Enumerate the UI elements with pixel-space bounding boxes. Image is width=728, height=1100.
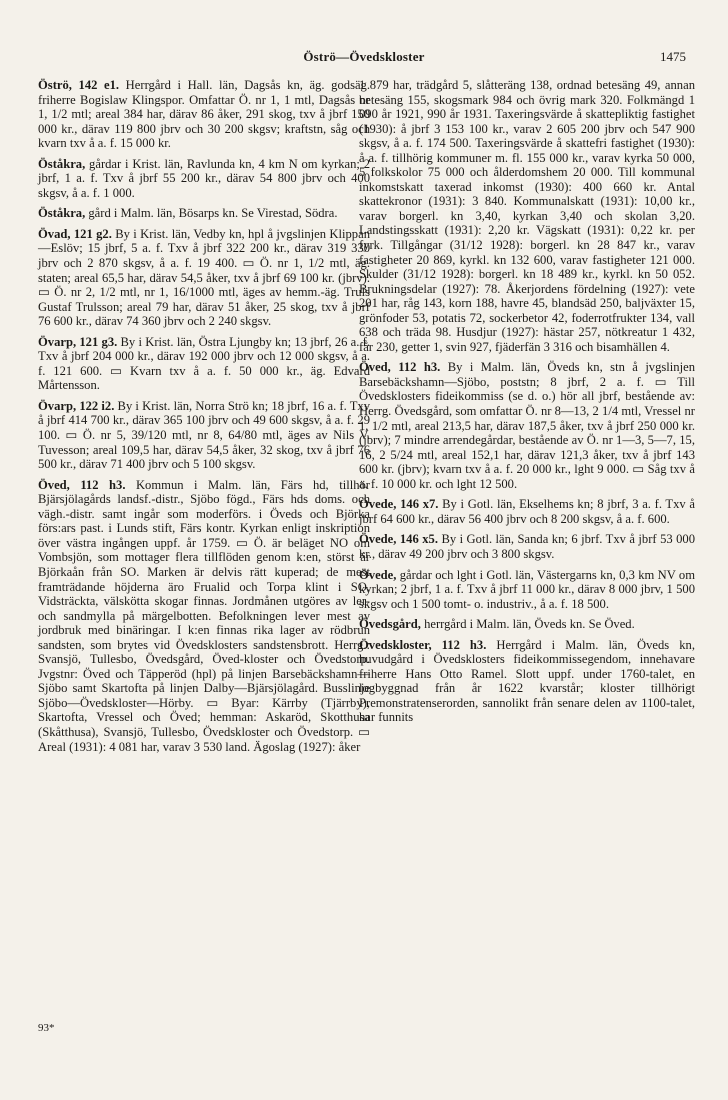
entry-text: gård i Malm. län, Bösarps kn. Se Virestad, Södra. [85, 206, 338, 221]
right-column [359, 78, 695, 731]
entry-headword: Öströ, 142 e1. [38, 78, 120, 92]
entry-headword: Övedskloster, 112 h3. [359, 637, 487, 652]
entry [38, 206, 370, 221]
entry-text: By i Krist. län, Östra Ljungby kn; 13 jbrf, 26 a. f. Txv å jbrf 204 000 kr., därav 192 000 jbrv och 12 000 skgsv, å a. f. 121 600. ▭ Kvarn txv å a. f. 50 000 kr., äg. Edvard Mårtensson. [38, 334, 371, 393]
entry [38, 78, 370, 151]
entry-text: By i Krist. län, Vedby kn, hpl å jvgslinjen Klippan—Eslöv; 15 jbrf, 5 a. f. Txv å jbrf 322 200 kr., därav 319 330 jbrv och 2 870 skgsv, å a. f. 19 400. ▭ Ö. nr 1, 1/2 mtl, äg. staten; areal 65,5 har, därav 54,5 åker, txv å jbrf 69 100 kr. (jbrv). ▭ Ö. nr 2, 1/2 mtl, nr 1, 16/1000 mtl, äges av hemm.-äg. Truls Gustaf Trulsson; areal 79 har, därav 51 åker, 25 skog, txv å jbrf 76 600 kr., därav 74 360 jbrv och 2 240 skgsv. [38, 226, 370, 329]
entry-headword: Öståkra, [38, 156, 86, 171]
entry-text: By i Gotl. län, Ekselhems kn; 8 jbrf, 3 a. f. Txv å jbrf 64 600 kr., därav 56 400 jbrv och 8 200 skgsv, å a. f. 600. [359, 497, 696, 526]
entry [38, 157, 370, 201]
entry [359, 568, 695, 612]
entry-text: By i Malm. län, Öveds kn, stn å jvgslinjen Barsebäckshamn—Sjöbo, poststn; 8 jbrf, 2 a. f. ▭ Till Övedsklosters fideikommiss (se d. o.) hör all jbrf, bestående av: Herrg. Övedsgård, som omfattar Ö. nr 8—13, 2 1/4 mtl, Vressel nr 1, 1/2 mtl, areal 213,5 har, därav 187,5 åker, txv å jbrf 250 000 kr. (jbrv); 7 mindre arrendegårdar, bestående av Ö. nr 1—3, 5—7, 15, 16, 2 5/24 mtl, areal 152,1 har, därav 121,3 åker, txv å jbrf 143 600 kr. (jbrv); kvarn txv å a. f. 20 000 kr., lght 9 000. ▭ Såg txv å a. f. 10 000 kr. och lght 12 500. [359, 360, 695, 491]
entry [359, 497, 695, 526]
entry [359, 617, 695, 632]
entry-text: Herrgård i Malm. län, Öveds kn, huvudgård i Övedsklosters fideikommissegendom, innehavare friherre Hans Otto Ramel. Slott uppf. under 1760-talet, en logbyggnad från år 1622 kvarstår; kloster tillhörigt Premonstratenserorden, sannolikt från senare delen av 1100-talet, har funnits [359, 637, 695, 725]
entry-text: By i Krist. län, Norra Strö kn; 18 jbrf, 16 a. f. Txv å jbrf 414 700 kr., därav 365 100 jbrv och 49 600 skgsv, å a. f. 29 100. ▭ Ö. nr 5, 39/120 mtl, nr 8, 64/80 mtl, äges av Nils V. Tuvesson; areal 109,5 har, därav 54,5 åker, 32 skog, txv å jbrf 76 500 kr., därav 71 400 jbrv och 5 100 skgsv. [38, 398, 370, 472]
entry-headword: Övedsgård, [359, 617, 421, 632]
entry [359, 532, 695, 561]
entry-headword: Övarp, 121 g3. [38, 334, 118, 349]
entry-headword: Övarp, 122 i2. [38, 398, 115, 413]
entry-headword: Övede, [359, 567, 397, 582]
entry-text: Herrgård i Hall. län, Dagsås kn, äg. godsäg. friherre Bogislaw Klingspor. Omfattar Ö. nr 1, 1 mtl, Dagsås nr 1, 1/2 mtl; areal 384 har, därav 86 åker, 291 skog, txv å jbrf 150 000 kr., därav 119 800 jbrv och 30 200 skgsv; kraftstn, såg och kvarn txv å a. f. 15 000 kr. [38, 78, 371, 151]
entry-headword: Öved, 112 h3. [359, 360, 441, 375]
entry-headword: Öståkra, [38, 206, 86, 221]
entry [38, 335, 370, 393]
entry-continuation [359, 78, 695, 354]
entry-text: herrgård i Malm. län, Öveds kn. Se Öved. [420, 617, 635, 632]
entry-text: 1 879 har, trädgård 5, slåtteräng 138, ordnad betesäng 49, annan betesäng 155, skogsmark 984 och övrig mark 320. Folkmängd 1 090 år 1921, 990 år 1931. Taxeringsvärde å skattepliktig fastighet (1930): å jbrf 3 153 100 kr., varav 2 605 200 jbrv och 547 900 skgsv, å a. f. 174 500. Taxeringsvärde å skattefri fastighet (1930): å a. f. tillhörig kommuner m. fl. 155 000 kr., varav kyrka 50 000, 5 folkskolor 75 000 och ålderdomshem 20 000. Till kommunal inkomstskatt taxerad inkomst (1930): 400 660 kr. Antal skattekronor (1931): 3 840. Kommunalskatt (1931): 10,00 kr., varav borgerl. kn 3,40, kyrkan 3,40 och skolan 3,20. Landstingsskatt (1931): 2,20 kr. Vägskatt (1931): 0,22 kr. per fyrk. Tillgångar (31/12 1928): borgerl. kn 28 847 kr., varav fastigheter 20 869, kyrkl. kn 132 600, varav fastigheter 121 000. Skulder (31/12 1928): borgerl. kn 18 489 kr., kyrkl. kn 50 052. Brukningsdelar (1927): 78. Åkerjordens fördelning (1927): vete 201 har, råg 143, korn 188, havre 45, blandsäd 250, baljväxter 15, grönfoder 53, potatis 72, sockerbetor 42, foderrotfrukter 134, vall 638 och träda 98. Husdjur (1927): hästar 257, nötkreatur 1 432, får 230, getter 1, svin 927, fjäderfän 3 316 och bisamhällen 4. [359, 78, 695, 354]
entry [38, 478, 370, 754]
entry-text: By i Gotl. län, Sanda kn; 6 jbrf. Txv å jbrf 53 000 kr., därav 49 200 jbrv och 3 800 skgsv. [359, 532, 696, 561]
left-column [38, 78, 370, 760]
signature-mark: 93* [38, 1022, 55, 1034]
entry-text: gårdar i Krist. län, Ravlunda kn, 4 km N om kyrkan; 2 jbrf, 1 a. f. Txv å jbrf 55 200 kr., därav 54 800 jbrv och 400 skgsv, å a. f. 1 000. [38, 156, 370, 200]
entry [359, 638, 695, 725]
entry [38, 399, 370, 472]
entry-headword: Övad, 121 g2. [38, 226, 112, 241]
entry-headword: Övede, 146 x5. [359, 532, 438, 547]
running-header [0, 49, 728, 69]
running-title: Öströ—Övedskloster [303, 49, 425, 64]
entry [359, 360, 695, 491]
entry-headword: Öved, 112 h3. [38, 477, 126, 492]
entry-text: gårdar och lght i Gotl. län, Västergarns kn, 0,3 km NV om kyrkan; 2 jbrf, 1 a. f. Txv å jbrf 11 000 kr., därav 8 000 jbrv, 1 500 skgsv och 1 500 tomt- o. industriv., å a. f. 18 500. [359, 567, 695, 611]
entry-headword: Övede, 146 x7. [359, 497, 439, 512]
entry [38, 227, 370, 329]
page-number: 1475 [660, 49, 686, 64]
entry-text: Kommun i Malm. län, Färs hd, tillhör Bjärsjölagårds landsf.-distr., Sjöbo fögd., Färs hds doms. och vägh.-distr. samt ingår som moderförs. i Öveds och Björka förs:ars past. i Lunds stift, Färs kontr. Kyrkan enligt inskription över västra ingången uppf. år 1759. ▭ Ö. är beläget NO om Vombsjön, som mottager flera tillflöden genom k:en, störst är Björkaån från SO. Marken är delvis rätt kuperad; de mest framträdande höjderna äro Frualid och Torpa klint i SO. Vidsträckta, välskötta skogar finnas. Jordmånen utgöres av ler- och sandmylla på märgelbotten. Befolkningen lever mest av jordbruk med binäringar. I k:en finnas rika lager av rödbrun sandsten, som brytes vid Övedsklosters sandstensbrott. Herrg.: Svansjö, Tullesbo, Övedsgård, Öved-kloster och Övedstorp. Jvgstnr: Öved och Täpperöd (hpl) på linjen Barsebäckshamn—Sjöbo samt Skartofta på linjen Dalby—Bjärsjölagård. Busslinje Sjöbo—Övedskloster—Hörby. ▭ Byar: Kärrby (Tjärrby), Skartofta, Vressel och Öved; hemman: Askaröd, Skotthusa (Skåtthusa), Svansjö, Tullesbo, Övedskloster och Övedstorp. ▭ Areal (1931): 4 081 har, varav 3 530 land. Ägoslag (1927): åker [38, 477, 370, 754]
